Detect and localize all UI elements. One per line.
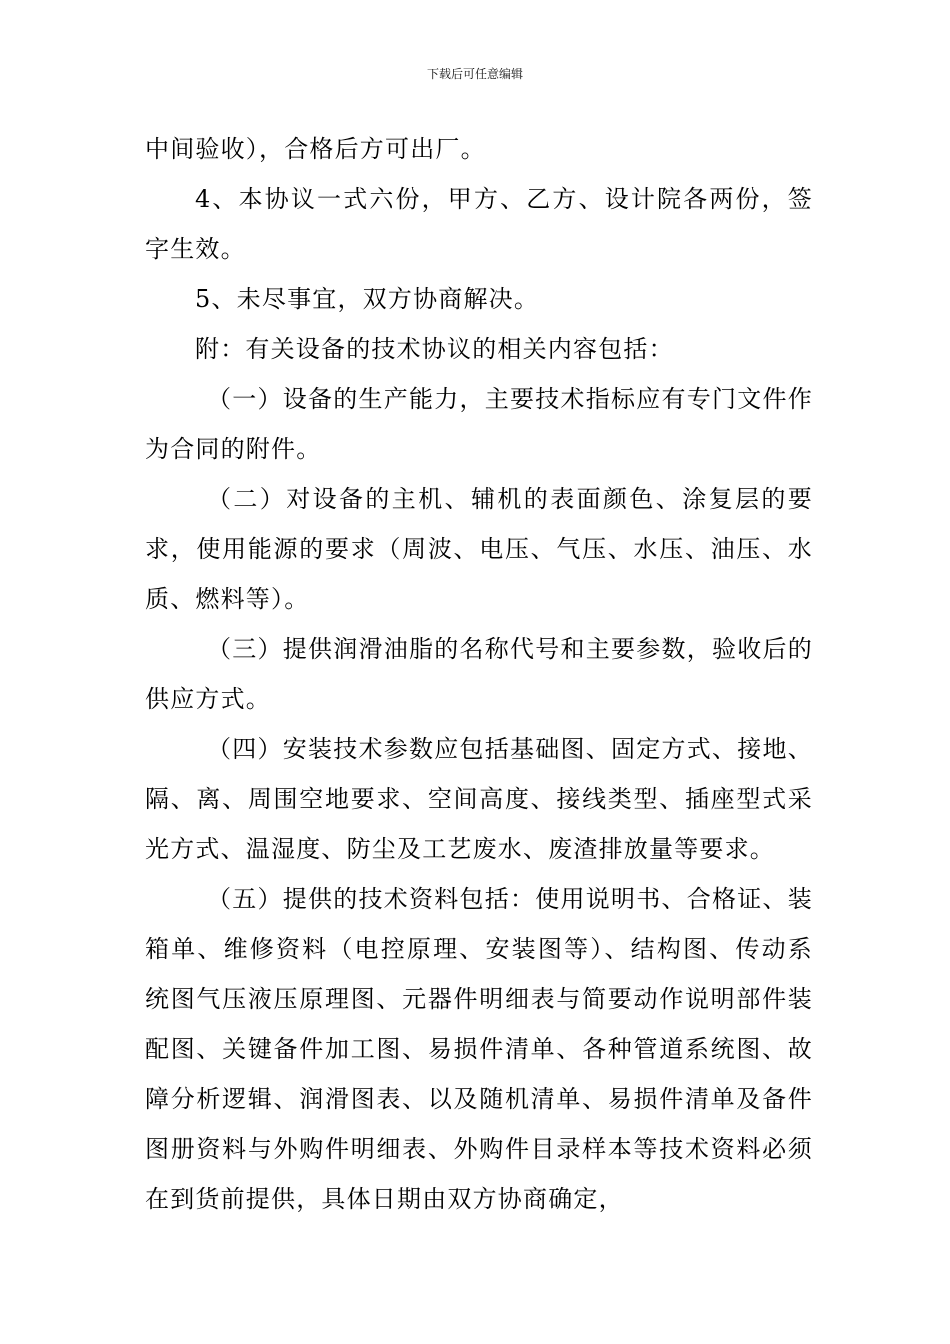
paragraph-appendix-3: （三）提供润滑油脂的名称代号和主要参数，验收后的供应方式。: [145, 635, 813, 713]
paragraph-item-4: 4、本协议一式六份，甲方、乙方、设计院各两份，签字生效。: [145, 185, 813, 263]
paragraph-continuation: 中间验收），合格后方可出厂。: [145, 135, 486, 163]
paragraph-appendix-2: （二）对设备的主机、辅机的表面颜色、涂复层的要求，使用能源的要求（周波、电压、气压、水压、油压、水质、燃料等）。: [145, 485, 813, 613]
paragraph-appendix-1: （一）设备的生产能力，主要技术指标应有专门文件作为合同的附件。: [145, 385, 813, 463]
paragraph-item-5: 5、未尽事宜，双方协商解决。: [195, 285, 540, 313]
paragraph-appendix-intro: 附：有关设备的技术协议的相关内容包括：: [195, 335, 674, 363]
document-body: [145, 124, 813, 1224]
paragraph-appendix-4: （四）安装技术参数应包括基础图、固定方式、接地、隔、离、周围空地要求、空间高度、接线类型、插座型式采光方式、温湿度、防尘及工艺废水、废渣排放量等要求。: [145, 735, 813, 863]
page-header-note: 下载后可任意编辑: [426, 67, 523, 81]
paragraph-appendix-5: （五）提供的技术资料包括：使用说明书、合格证、装箱单、维修资料（电控原理、安装图等）、结构图、传动系统图气压液压原理图、元器件明细表与简要动作说明部件装配图、关键备件加工图、易损件清单、各种管道系统图、故障分析逻辑、润滑图表、以及随机清单、易损件清单及备件图册资料与外购件明细表、外购件目录样本等技术资料必须在到货前提供，具体日期由双方协商确定，: [145, 885, 813, 1213]
